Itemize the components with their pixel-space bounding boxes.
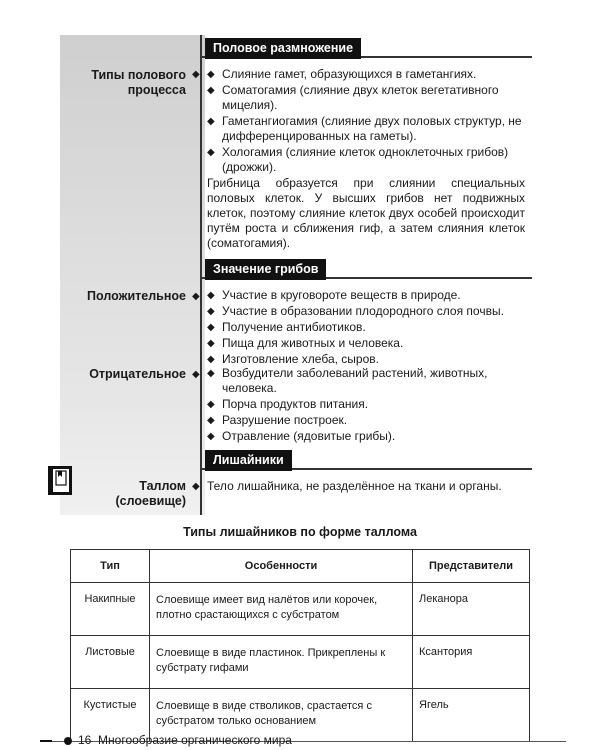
connector-diamond-icon: ◆ bbox=[192, 369, 200, 380]
section-heading-lichens: Лишайники bbox=[205, 450, 292, 471]
diamond-bullet-icon: ◆ bbox=[207, 338, 215, 349]
label-line: процесса bbox=[127, 83, 186, 97]
list-item: ◆ Участие в круговороте веществ в природе. bbox=[207, 288, 461, 302]
connector-diamond-icon: ◆ bbox=[192, 291, 200, 302]
table-cell-type: Кустистые bbox=[71, 689, 150, 742]
book-icon bbox=[46, 463, 76, 497]
diamond-bullet-icon: ◆ bbox=[207, 116, 215, 127]
diamond-bullet-icon: ◆ bbox=[207, 368, 215, 379]
diamond-bullet-icon: ◆ bbox=[207, 354, 215, 365]
list-item: ◆ Соматогамия (слияние двух клеток вегетативного мицелия). bbox=[207, 83, 499, 112]
footer-dash-icon bbox=[40, 740, 52, 742]
list-item: ◆ Изготовление хлеба, сыров. bbox=[207, 352, 379, 366]
label-thallus bbox=[115, 479, 186, 509]
column-header: Представители bbox=[413, 550, 530, 583]
list-item: ◆ Получение антибиотиков. bbox=[207, 320, 366, 334]
list-item: ◆ Гаметангиогамия (слияние двух половых структур, не дифференцированных на гаметы). bbox=[207, 114, 522, 143]
list-item: ◆ Пища для животных и человека. bbox=[207, 336, 404, 350]
diamond-bullet-icon: ◆ bbox=[207, 431, 215, 442]
table-cell-type: Накипные bbox=[71, 583, 150, 636]
diamond-bullet-icon: ◆ bbox=[207, 306, 215, 317]
diamond-bullet-icon: ◆ bbox=[207, 69, 215, 80]
table-header-row bbox=[71, 550, 530, 583]
table-title: Типы лишайников по форме таллома bbox=[183, 525, 417, 539]
table-cell-representatives: Ягель bbox=[413, 689, 530, 742]
vertical-spine bbox=[200, 35, 202, 515]
connector-diamond-icon: ◆ bbox=[192, 69, 200, 80]
diamond-bullet-icon: ◆ bbox=[207, 85, 215, 96]
label-line: Типы полового bbox=[91, 68, 186, 82]
diamond-bullet-icon: ◆ bbox=[207, 322, 215, 333]
list-negative bbox=[207, 366, 527, 445]
list-item: ◆ Хологамия (слияние клеток одноклеточных грибов) (дрожжи). bbox=[207, 145, 509, 174]
list-positive bbox=[207, 288, 527, 368]
lichen-types-table bbox=[70, 549, 530, 742]
paragraph-mycelium: Грибница образуется при слиянии специальных половых клеток. У высших грибов нет подвижных клеток, поэтому слияние клеток двух особей происходит путём роста и сближения гиф, а затем слияния клеток (соматогамия). bbox=[207, 176, 525, 250]
margin-column bbox=[60, 35, 205, 515]
list-item: ◆ Разрушение построек. bbox=[207, 413, 348, 427]
diamond-bullet-icon: ◆ bbox=[207, 147, 215, 158]
section-heading-sexual-reproduction: Половое размножение bbox=[205, 38, 361, 59]
diamond-bullet-icon: ◆ bbox=[207, 399, 215, 410]
page-number: 16 bbox=[78, 733, 92, 747]
table-cell-features: Слоевище имеет вид налётов или корочек, плотно срастающихся с субстратом bbox=[150, 583, 413, 636]
list-item: ◆ Отравление (ядовитые грибы). bbox=[207, 429, 396, 443]
section-heading-fungi-significance: Значение грибов bbox=[205, 259, 326, 280]
footer-title: Многообразие органического мира bbox=[98, 733, 292, 747]
label-line: (слоевище) bbox=[115, 494, 186, 508]
label-positive: Положительное bbox=[87, 289, 186, 303]
table-cell-features: Слоевище в виде пластинок. Прикреплены к субстрату гифами bbox=[150, 636, 413, 689]
list-item: ◆ Участие в образовании плодородного слоя почвы. bbox=[207, 304, 504, 318]
table-cell-features: Слоевище в виде стволиков, срастается с субстратом только основанием bbox=[150, 689, 413, 742]
table-row bbox=[71, 636, 530, 689]
table-cell-representatives: Леканора bbox=[413, 583, 530, 636]
table-row bbox=[71, 583, 530, 636]
column-header: Тип bbox=[71, 550, 150, 583]
table-cell-type: Листовые bbox=[71, 636, 150, 689]
diamond-bullet-icon: ◆ bbox=[207, 415, 215, 426]
table-cell-representatives: Ксантория bbox=[413, 636, 530, 689]
page-footer bbox=[40, 733, 292, 747]
list-sexual-process-types bbox=[207, 67, 527, 176]
label-line: Таллом bbox=[139, 479, 186, 493]
label-negative: Отрицательное bbox=[89, 367, 186, 381]
column-header: Особенности bbox=[150, 550, 413, 583]
list-item: ◆ Возбудители заболеваний растений, животных, человека. bbox=[207, 366, 488, 395]
thallus-definition: Тело лишайника, не разделённое на ткани и органы. bbox=[207, 479, 502, 493]
list-item: ◆ Порча продуктов питания. bbox=[207, 397, 369, 411]
connector-diamond-icon: ◆ bbox=[192, 481, 200, 492]
label-types-of-sexual-process bbox=[91, 68, 186, 98]
list-item: ◆ Слияние гамет, образующихся в гаметангиях. bbox=[207, 67, 477, 81]
footer-dot-icon bbox=[64, 737, 72, 745]
diamond-bullet-icon: ◆ bbox=[207, 290, 215, 301]
